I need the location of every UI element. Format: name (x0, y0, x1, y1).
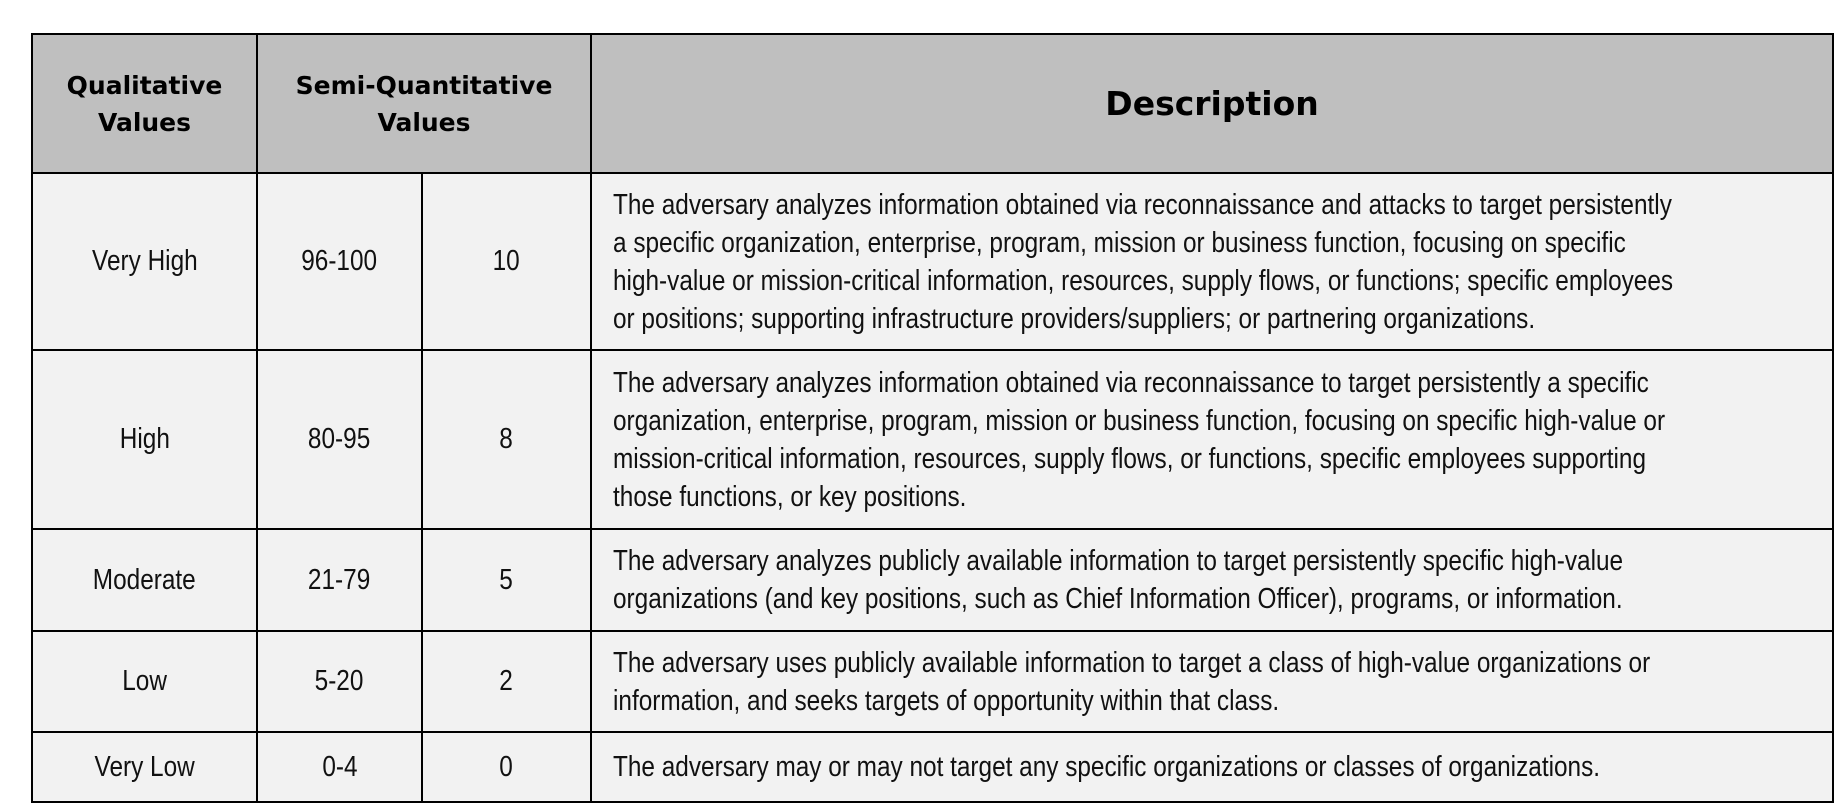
description-text (613, 748, 1840, 786)
score-cell (422, 732, 591, 802)
description-line: mission-critical information, resources, supply flows, or functions, specific employees supporting (613, 442, 1647, 475)
description-line: The adversary may or may not target any specific organizations or classes of organizations. (613, 751, 1601, 783)
table-row-moderate (32, 529, 1833, 631)
qualitative-value: Moderate (93, 563, 196, 596)
semi-quantitative-score: 8 (499, 423, 514, 455)
semi-quantitative-range: 0-4 (321, 750, 358, 783)
header-semi-quantitative-line1: Semi-Quantitative (295, 70, 553, 100)
semi-quantitative-score: 5 (499, 563, 514, 596)
semi-quantitative-score: 0 (499, 750, 514, 783)
description-line: The adversary analyzes information obtained via reconnaissance and attacks to target persistently (613, 188, 1672, 221)
table-row-low (32, 631, 1833, 732)
description-text (613, 542, 1840, 618)
semi-quantitative-range: 80-95 (308, 423, 371, 455)
header-qualitative-line1: Qualitative (66, 70, 223, 100)
header-qualitative-values (32, 34, 257, 173)
table-row-very-low (32, 732, 1833, 802)
semi-quantitative-score: 10 (492, 245, 521, 277)
score-cell (422, 350, 591, 529)
score-cell (422, 529, 591, 631)
header-description: Description (591, 34, 1833, 173)
range-cell (257, 631, 422, 732)
range-cell (257, 732, 422, 802)
header-qualitative-line2: Values (97, 107, 192, 137)
description-line: organizations (and key positions, such as Chief Information Officer), programs, or information. (613, 583, 1623, 615)
description-line: organization, enterprise, program, mission or business function, focusing on specific high-value or (613, 404, 1666, 437)
description-line: those functions, or key positions. (613, 480, 967, 513)
score-cell (422, 631, 591, 732)
qualitative-cell (32, 350, 257, 529)
description-line: a specific organization, enterprise, program, mission or business function, focusing on specific (613, 226, 1626, 259)
description-text (613, 186, 1840, 338)
description-cell (591, 631, 1833, 732)
description-cell (591, 350, 1833, 529)
header-semi-quantitative-line2: Values (377, 107, 471, 137)
range-cell (257, 529, 422, 631)
header-semi-quantitative-values (257, 34, 591, 173)
qualitative-value: Very Low (94, 750, 195, 783)
description-line: The adversary uses publicly available information to target a class of high-value organizations or (613, 646, 1651, 679)
score-cell (422, 173, 591, 350)
semi-quantitative-score: 2 (499, 665, 514, 697)
description-line: information, and seeks targets of opportunity within that class. (613, 684, 1280, 717)
table-header-row (32, 34, 1833, 173)
qualitative-cell (32, 173, 257, 350)
description-line: high-value or mission-critical information, resources, supply flows, or functions; specific employees (613, 264, 1674, 297)
description-line: The adversary analyzes information obtained via reconnaissance to target persistently a specific (613, 366, 1649, 399)
range-cell (257, 350, 422, 529)
description-cell (591, 173, 1833, 350)
qualitative-value: High (119, 423, 170, 455)
range-cell (257, 173, 422, 350)
description-text (613, 364, 1840, 516)
semi-quantitative-range: 21-79 (308, 563, 371, 596)
description-text (613, 644, 1840, 720)
qualitative-cell (32, 631, 257, 732)
description-cell (591, 529, 1833, 631)
description-line: or positions; supporting infrastructure providers/suppliers; or partnering organizations. (613, 302, 1536, 335)
qualitative-cell (32, 732, 257, 802)
semi-quantitative-range: 96-100 (301, 245, 378, 277)
table-row-high (32, 350, 1833, 529)
adversary-targeting-scale-table (31, 33, 1834, 803)
description-cell (591, 732, 1833, 802)
qualitative-value: Low (122, 665, 167, 697)
description-line: The adversary analyzes publicly available information to target persistently specific high-value (613, 545, 1624, 577)
qualitative-cell (32, 529, 257, 631)
table-row-very-high (32, 173, 1833, 350)
qualitative-value: Very High (91, 245, 198, 277)
semi-quantitative-range: 5-20 (315, 665, 364, 697)
